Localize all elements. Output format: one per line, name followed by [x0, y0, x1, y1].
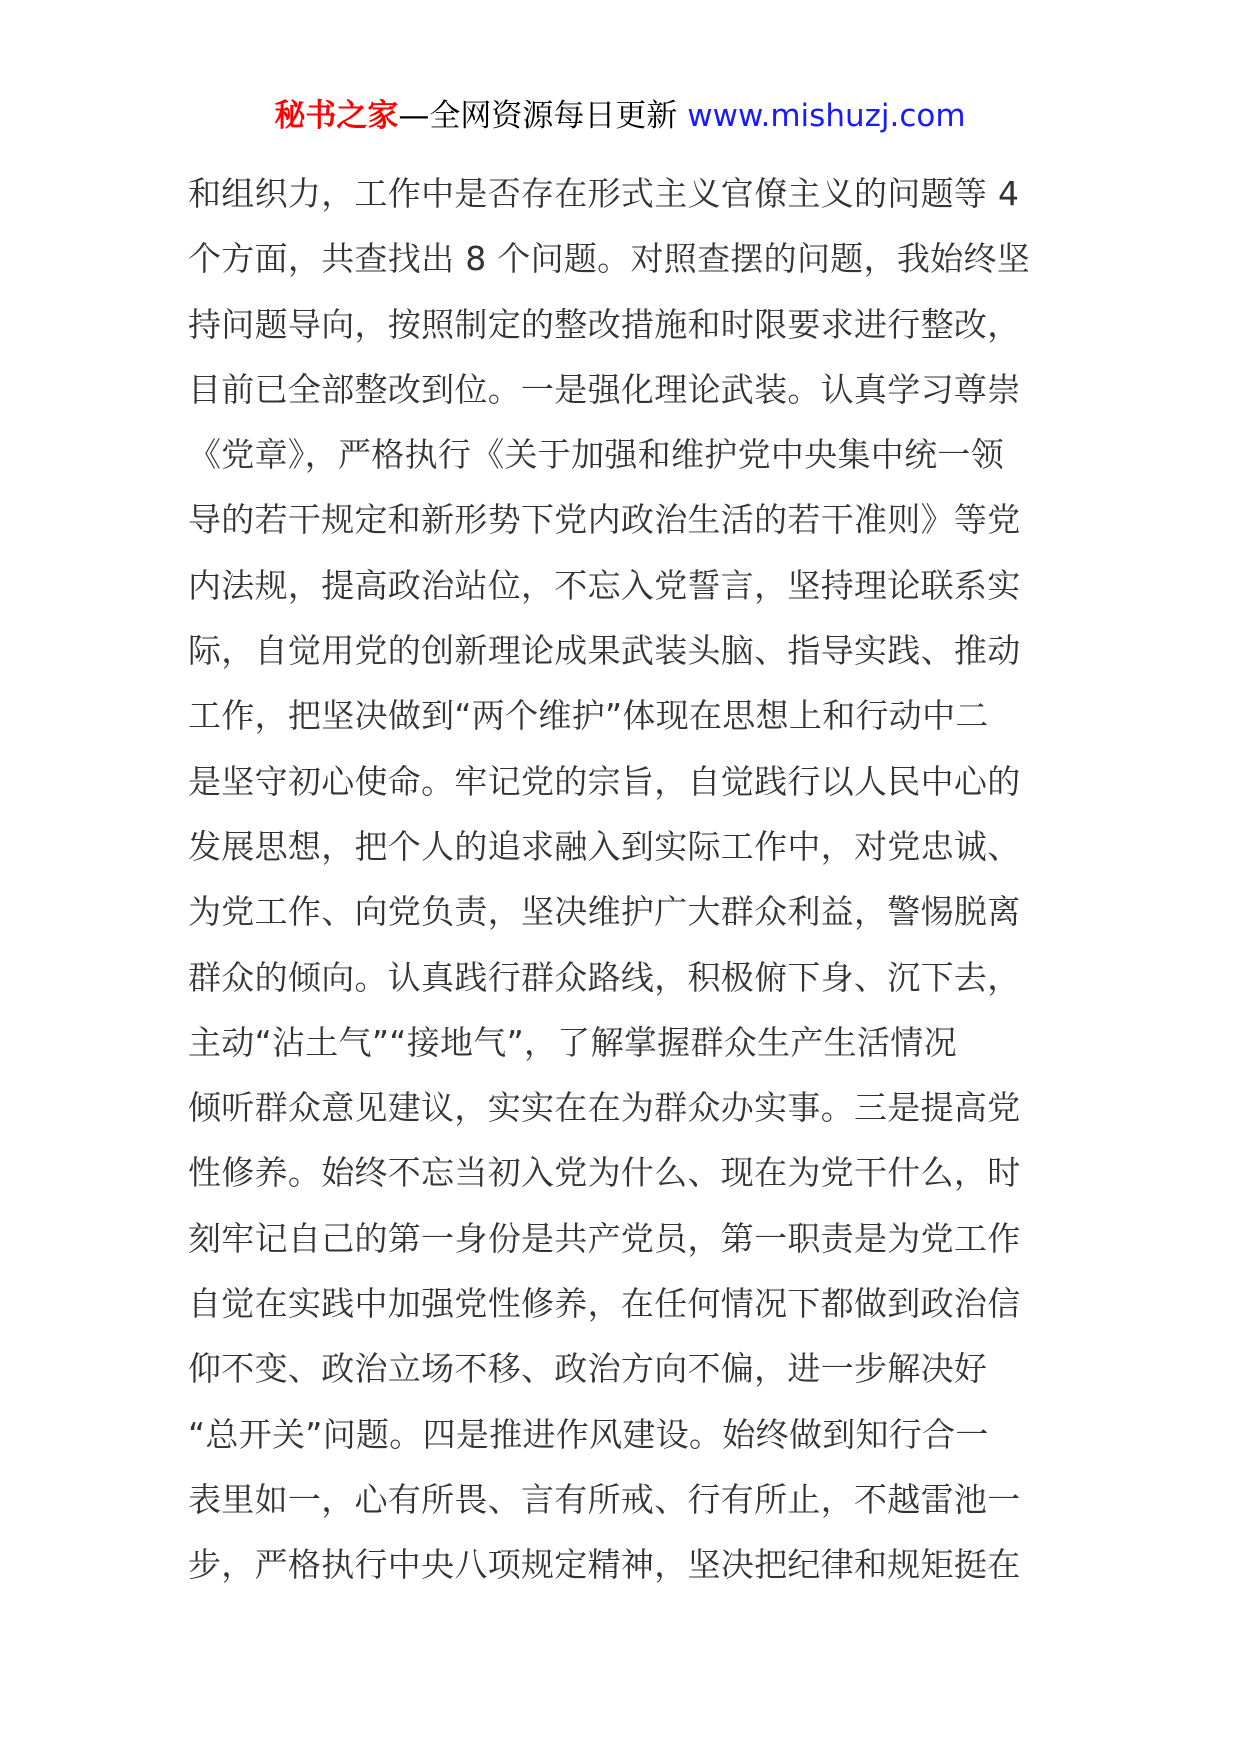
document-body — [188, 161, 1060, 1598]
text-line: 持问题导向，按照制定的整改措施和时限要求进行整改， — [188, 304, 1021, 344]
text-line: 自觉在实践中加强党性修养，在任何情况下都做到政治信 — [188, 1284, 1021, 1324]
site-slogan: —全网资源每日更新 — [398, 98, 678, 134]
text-line: 内法规，提高政治站位，不忘入党誓言，坚持理论联系实 — [188, 565, 1021, 605]
text-line: 步，严格执行中央八项规定精神，坚决把纪律和规矩挺在 — [188, 1545, 1021, 1585]
site-url-link[interactable]: www.mishuzj.com — [687, 98, 966, 134]
text-line: 主动“沾土气”“接地气”，了解掌握群众生产生活情况 — [188, 1022, 957, 1062]
page-header — [0, 96, 1240, 136]
text-line: 群众的倾向。认真践行群众路线，积极俯下身、沉下去， — [188, 957, 1021, 997]
text-line: 为党工作、向党负责，坚决维护广大群众利益，警惕脱离 — [188, 892, 1021, 932]
text-line: 导的若干规定和新形势下党内政治生活的若干准则》等党 — [188, 500, 1021, 540]
text-line: 目前已全部整改到位。一是强化理论武装。认真学习尊崇 — [188, 369, 1021, 409]
site-brand: 秘书之家 — [274, 98, 399, 134]
text-line: 仰不变、政治立场不移、政治方向不偏，进一步解决好 — [188, 1349, 988, 1389]
text-line: 性修养。始终不忘当初入党为什么、现在为党干什么，时 — [188, 1153, 1021, 1193]
text-line: 是坚守初心使命。牢记党的宗旨，自觉践行以人民中心的 — [188, 761, 1021, 801]
text-line: 表里如一，心有所畏、言有所戒、行有所止，不越雷池一 — [188, 1479, 1021, 1519]
text-line: 倾听群众意见建议，实实在在为群众办实事。三是提高党 — [188, 1088, 1021, 1128]
text-line: “总开关”问题。四是推进作风建设。始终做到知行合一 — [188, 1414, 989, 1454]
text-line: 《党章》，严格执行《关于加强和维护党中央集中统一领 — [188, 435, 1004, 475]
text-line: 发展思想，把个人的追求融入到实际工作中，对党忠诚、 — [188, 826, 1021, 866]
text-line: 刻牢记自己的第一身份是共产党员，第一职责是为党工作 — [188, 1218, 1021, 1258]
text-line: 个方面，共查找出 8 个问题。对照查摆的问题，我始终坚 — [188, 239, 1031, 279]
text-line: 际，自觉用党的创新理论成果武装头脑、指导实践、推动 — [188, 631, 1021, 671]
text-line: 工作，把坚决做到“两个维护”体现在思想上和行动中二 — [188, 696, 989, 736]
text-line: 和组织力，工作中是否存在形式主义官僚主义的问题等 4 — [188, 174, 1020, 213]
